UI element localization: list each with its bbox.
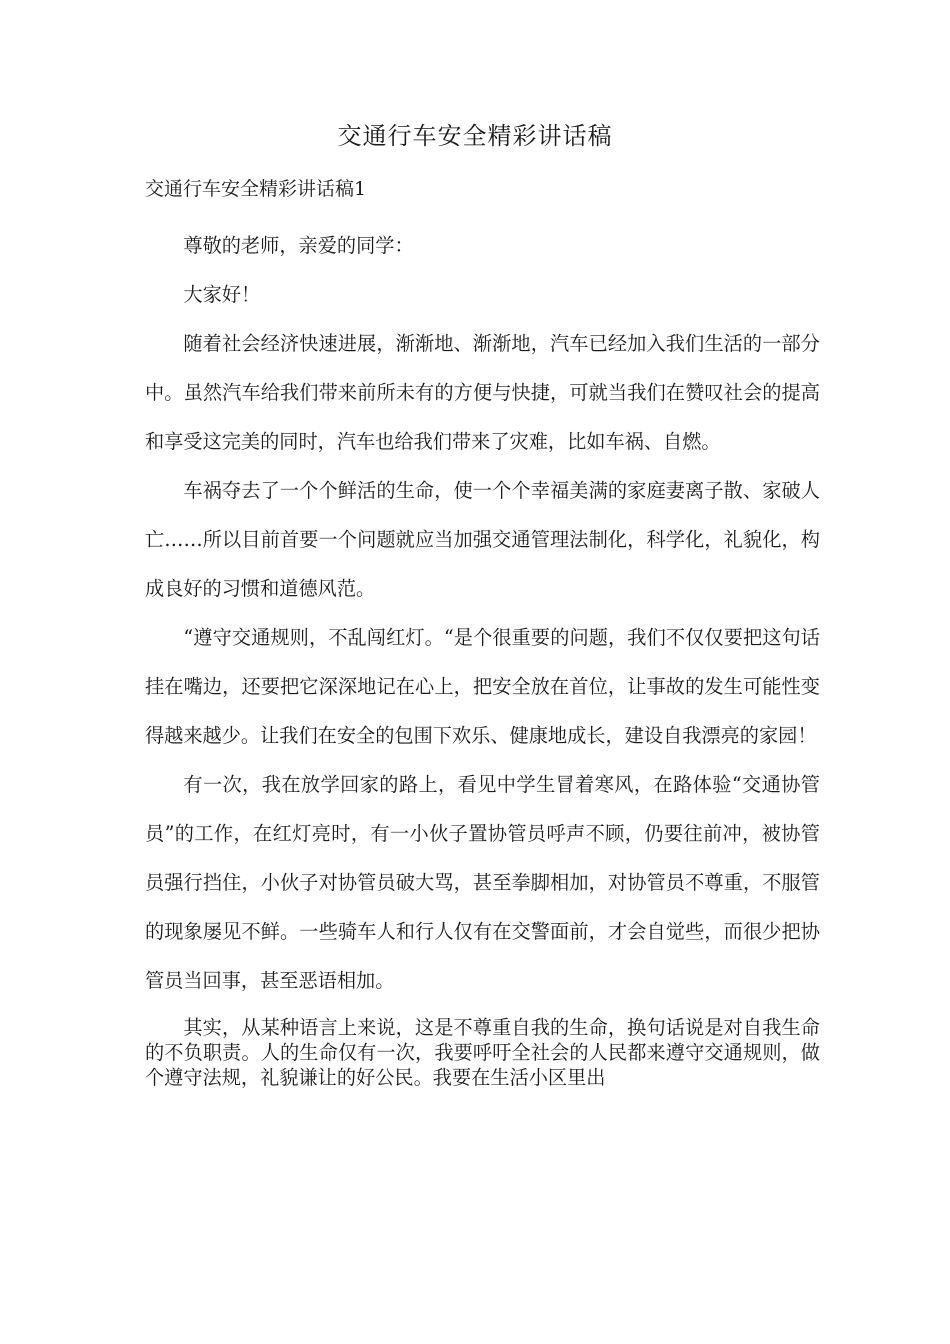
paragraph: 有一次，我在放学回家的路上，看见中学生冒着寒风，在路体验“交通协管员”的工作，在红灯亮时，有一小伙子置协管员呼声不顾，仍要往前冲，被协管员强行挡住，小伙子对协管员破大骂，甚至拳脚相加，对协管员不尊重，不服管的现象屡见不鲜。一些骑车人和行人仅有在交警面前，才会自觉些，而很少把协管员当回事，甚至恶语相加。 (145, 773, 820, 992)
paragraph-greeting: 大家好！ (183, 283, 261, 306)
paragraph: 随着社会经济快速进展，渐渐地、渐渐地，汽车已经加入我们生活的一部分中。虽然汽车给我们带来前所未有的方便与快捷，可就当我们在赞叹社会的提高和享受这完美的同时，汽车也给我们带来了灾难，比如车祸、自燃。 (145, 332, 820, 453)
document-body (145, 221, 820, 1090)
paragraph: 其实，从某种语言上来说，这是不尊重自我的生命，换句话说是对自我生命的不负职责。人的生命仅有一次，我要呼吁全社会的人民都来遵守交通规则，做个遵守法规，礼貌谦让的好公民。我要在生活小区里出 (145, 1016, 820, 1089)
paragraph-salutation: 尊敬的老师，亲爱的同学： (183, 234, 414, 257)
paragraph: 车祸夺去了一个个鲜活的生命，使一个个幸福美满的家庭妻离子散、家破人亡……所以目前首要一个问题就应当加强交通管理法制化，科学化，礼貌化，构成良好的习惯和道德风范。 (145, 479, 820, 600)
document-subtitle: 交通行车安全精彩讲话稿1 (145, 178, 367, 200)
paragraph: “遵守交通规则，不乱闯红灯。“是个很重要的问题，我们不仅仅要把这句话挂在嘴边，还要把它深深地记在心上，把安全放在首位，让事故的发生可能性变得越来越少。让我们在安全的包围下欢乐、健康地成长，建设自我漂亮的家园！ (145, 626, 820, 747)
document-title: 交通行车安全精彩讲话稿 (337, 122, 613, 150)
